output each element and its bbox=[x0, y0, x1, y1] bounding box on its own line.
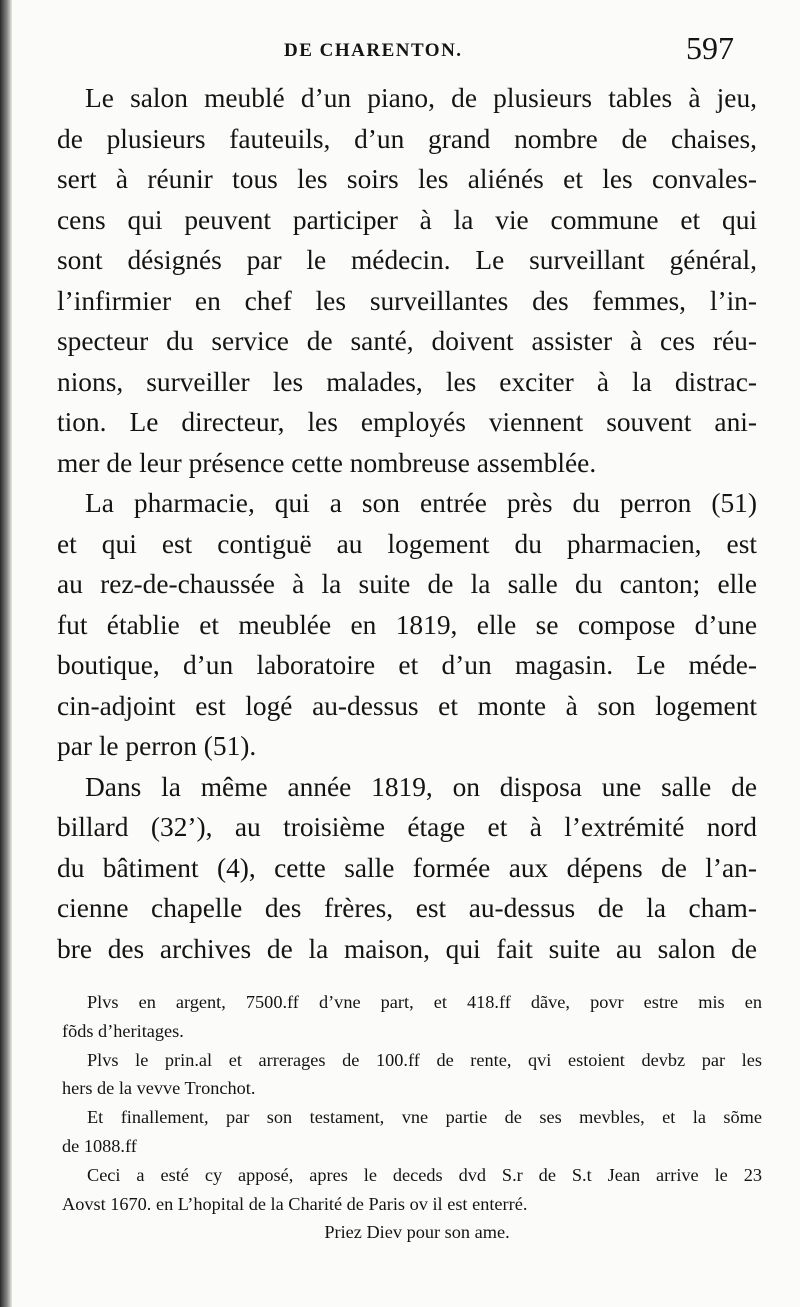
text-line: mer de leur présence cette nombreuse assemblée. bbox=[57, 447, 597, 478]
text-line: La pharmacie, qui a son entrée près du perron (51) bbox=[85, 488, 757, 518]
text-line: nions, surveiller les malades, les exciter à la distrac- bbox=[57, 366, 757, 397]
footnote-line: hers de la vevve Tronchot. bbox=[62, 1078, 256, 1099]
text-line: Le salon meublé d’un piano, de plusieurs tables à jeu, bbox=[85, 83, 757, 113]
footnote-line: Et finallement, par son testament, vne partie de ses mevbles, et la sõme bbox=[87, 1107, 762, 1128]
text-line: cin-adjoint est logé au-dessus et monte à son logement bbox=[57, 690, 757, 721]
footnote-line: Aovst 1670. en L’hopital de la Charité de Paris ov il est enterré. bbox=[62, 1193, 528, 1214]
text-line: Dans la même année 1819, on disposa une salle de bbox=[85, 771, 757, 802]
text-line: l’infirmier en chef les surveillantes des femmes, l’in- bbox=[57, 285, 757, 316]
footnote-line: Plvs en argent, 7500.ff d’vne part, et 418.ff dãve, povr estre mis en bbox=[87, 992, 762, 1012]
text-line: specteur du service de santé, doivent assister à ces réu- bbox=[57, 326, 757, 356]
text-line: fut établie et meublée en 1819, elle se compose d’une bbox=[57, 609, 757, 640]
text-line: billard (32’), au troisième étage et à l’extrémité nord bbox=[57, 812, 757, 842]
text-line: sont désignés par le médecin. Le surveillant général, bbox=[57, 245, 757, 275]
text-line: du bâtiment (4), cette salle formée aux dépens de l’an- bbox=[57, 852, 757, 883]
page-number: 597 bbox=[686, 30, 734, 66]
footnotes bbox=[62, 988, 762, 1247]
text-line: cens qui peuvent participer à la vie commune et qui bbox=[57, 204, 757, 235]
footnote-line: Plvs le prin.al et arrerages de 100.ff de rente, qvi estoient devbz par les bbox=[87, 1049, 762, 1070]
main-text bbox=[57, 78, 757, 969]
text-line: boutique, d’un laboratoire et d’un magasin. Le méde- bbox=[57, 650, 757, 680]
text-line: bre des archives de la maison, qui fait suite au salon de bbox=[57, 933, 757, 964]
footnote-line: de 1088.ff bbox=[62, 1135, 137, 1156]
text-line: par le perron (51). bbox=[57, 731, 257, 761]
footnote-line: fõds d’heritages. bbox=[62, 1020, 184, 1041]
text-line: sert à réunir tous les soirs les aliénés et les convales- bbox=[57, 164, 757, 194]
text-line: tion. Le directeur, les employés viennent souvent ani- bbox=[57, 407, 757, 437]
text-line: au rez-de-chaussée à la suite de la salle du canton; elle bbox=[57, 569, 757, 599]
running-head: DE CHARENTON. bbox=[284, 40, 463, 61]
text-line: et qui est contiguë au logement du pharmacien, est bbox=[57, 528, 757, 559]
footnote-closing-line: Priez Diev pour son ame. bbox=[324, 1222, 510, 1243]
footnote-line: Ceci a esté cy apposé, apres le deceds dvd S.r de S.t Jean arrive le 23 bbox=[87, 1164, 762, 1185]
text-line: cienne chapelle des frères, est au-dessus de la cham- bbox=[57, 893, 757, 923]
text-line: de plusieurs fauteuils, d’un grand nombre de chaises, bbox=[57, 123, 757, 154]
